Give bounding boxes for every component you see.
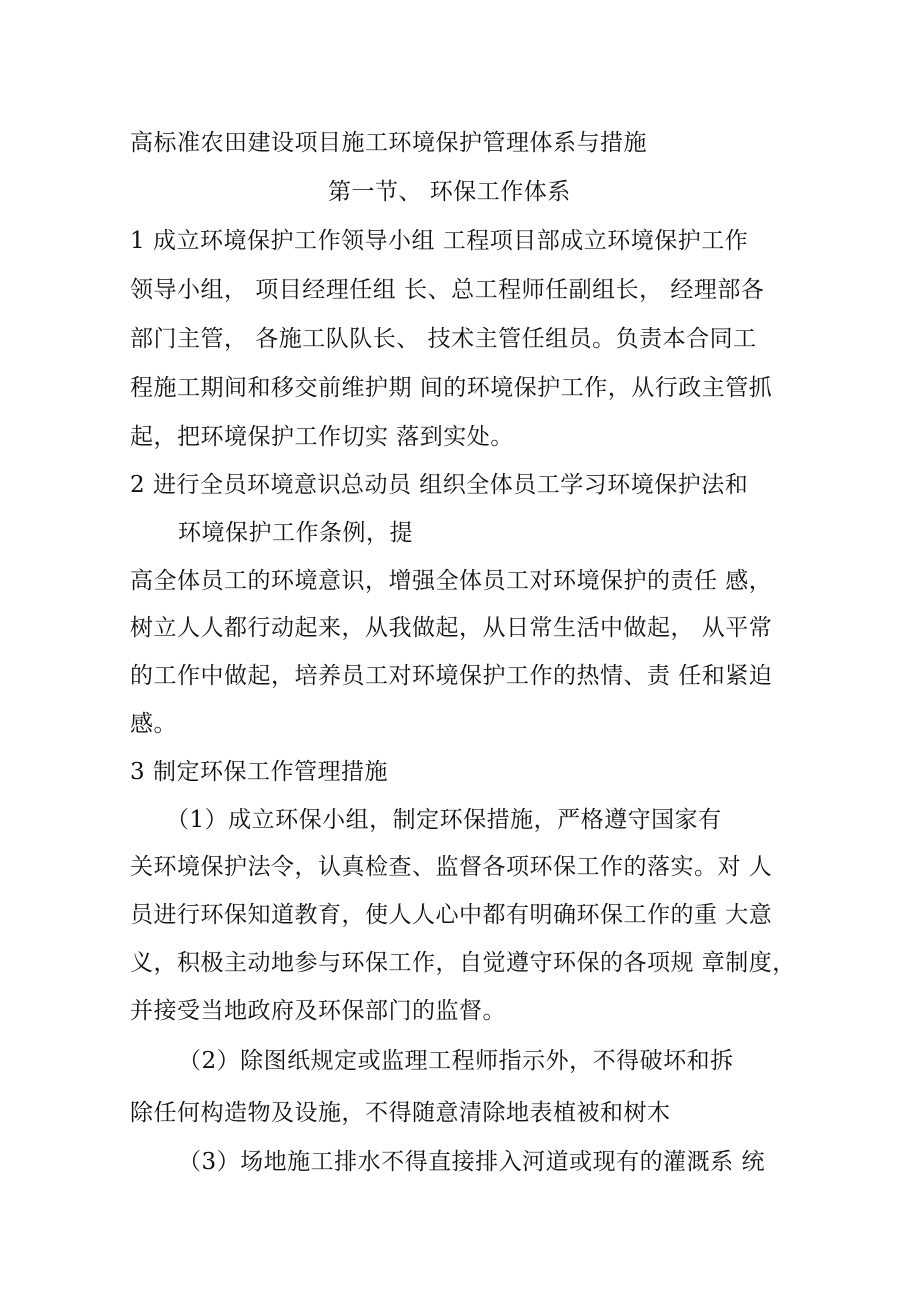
paragraph-line: 除任何构造物及设施，不得随意清除地表植被和树木 <box>130 1100 671 1126</box>
paragraph-line: 感。 <box>130 711 177 737</box>
paragraph-line: 关环境保护法令，认真检查、监督各项环保工作的落实。对 人 <box>130 854 773 880</box>
section-heading: 第一节、 环保工作体系 <box>328 179 571 205</box>
paragraph-line: （3）场地施工排水不得直接排入河道或现有的灌溉系 统 <box>178 1149 765 1175</box>
paragraph-line: 员进行环保知道教育，使人人心中都有明确环保工作的重 大意 <box>130 902 773 928</box>
paragraph-line: 环境保护工作条例，提 <box>178 520 413 546</box>
paragraph-line: （2）除图纸规定或监理工程师指示外，不得破坏和拆 <box>178 1048 734 1074</box>
paragraph-line: 的工作中做起，培养员工对环境保护工作的热情、责 任和紧迫 <box>130 663 773 689</box>
paragraph-line: 2 进行全员环境意识总动员 组织全体员工学习环境保护法和 <box>130 472 749 498</box>
paragraph-line: 义，积极主动地参与环保工作，自觉遵守环保的各项规 章制度， <box>130 950 796 976</box>
paragraph-line: 高全体员工的环境意识，增强全体员工对环境保护的责任 感， <box>130 568 773 594</box>
paragraph-line: 起，把环境保护工作切实 落到实处。 <box>130 424 514 450</box>
document-title: 高标准农田建设项目施工环境保护管理体系与措施 <box>130 130 647 156</box>
paragraph-line: 3 制定环保工作管理措施 <box>130 759 388 785</box>
paragraph-line: 并接受当地政府及环保部门的监督。 <box>130 998 506 1024</box>
paragraph-line: 部门主管， 各施工队队长、 技术主管任组员。负责本合同工 <box>130 326 757 352</box>
paragraph-line: 领导小组， 项目经理任组 长、总工程师任副组长， 经理部各 <box>130 277 765 303</box>
paragraph-line: （1）成立环保小组，制定环保措施，严格遵守国家有 <box>166 807 722 833</box>
paragraph-line: 1 成立环境保护工作领导小组 工程项目部成立环境保护工作 <box>130 228 749 254</box>
paragraph-line: 树立人人都行动起来，从我做起，从日常生活中做起， 从平常 <box>130 615 773 641</box>
paragraph-line: 程施工期间和移交前维护期 间的环境保护工作，从行政主管抓 <box>130 375 773 401</box>
